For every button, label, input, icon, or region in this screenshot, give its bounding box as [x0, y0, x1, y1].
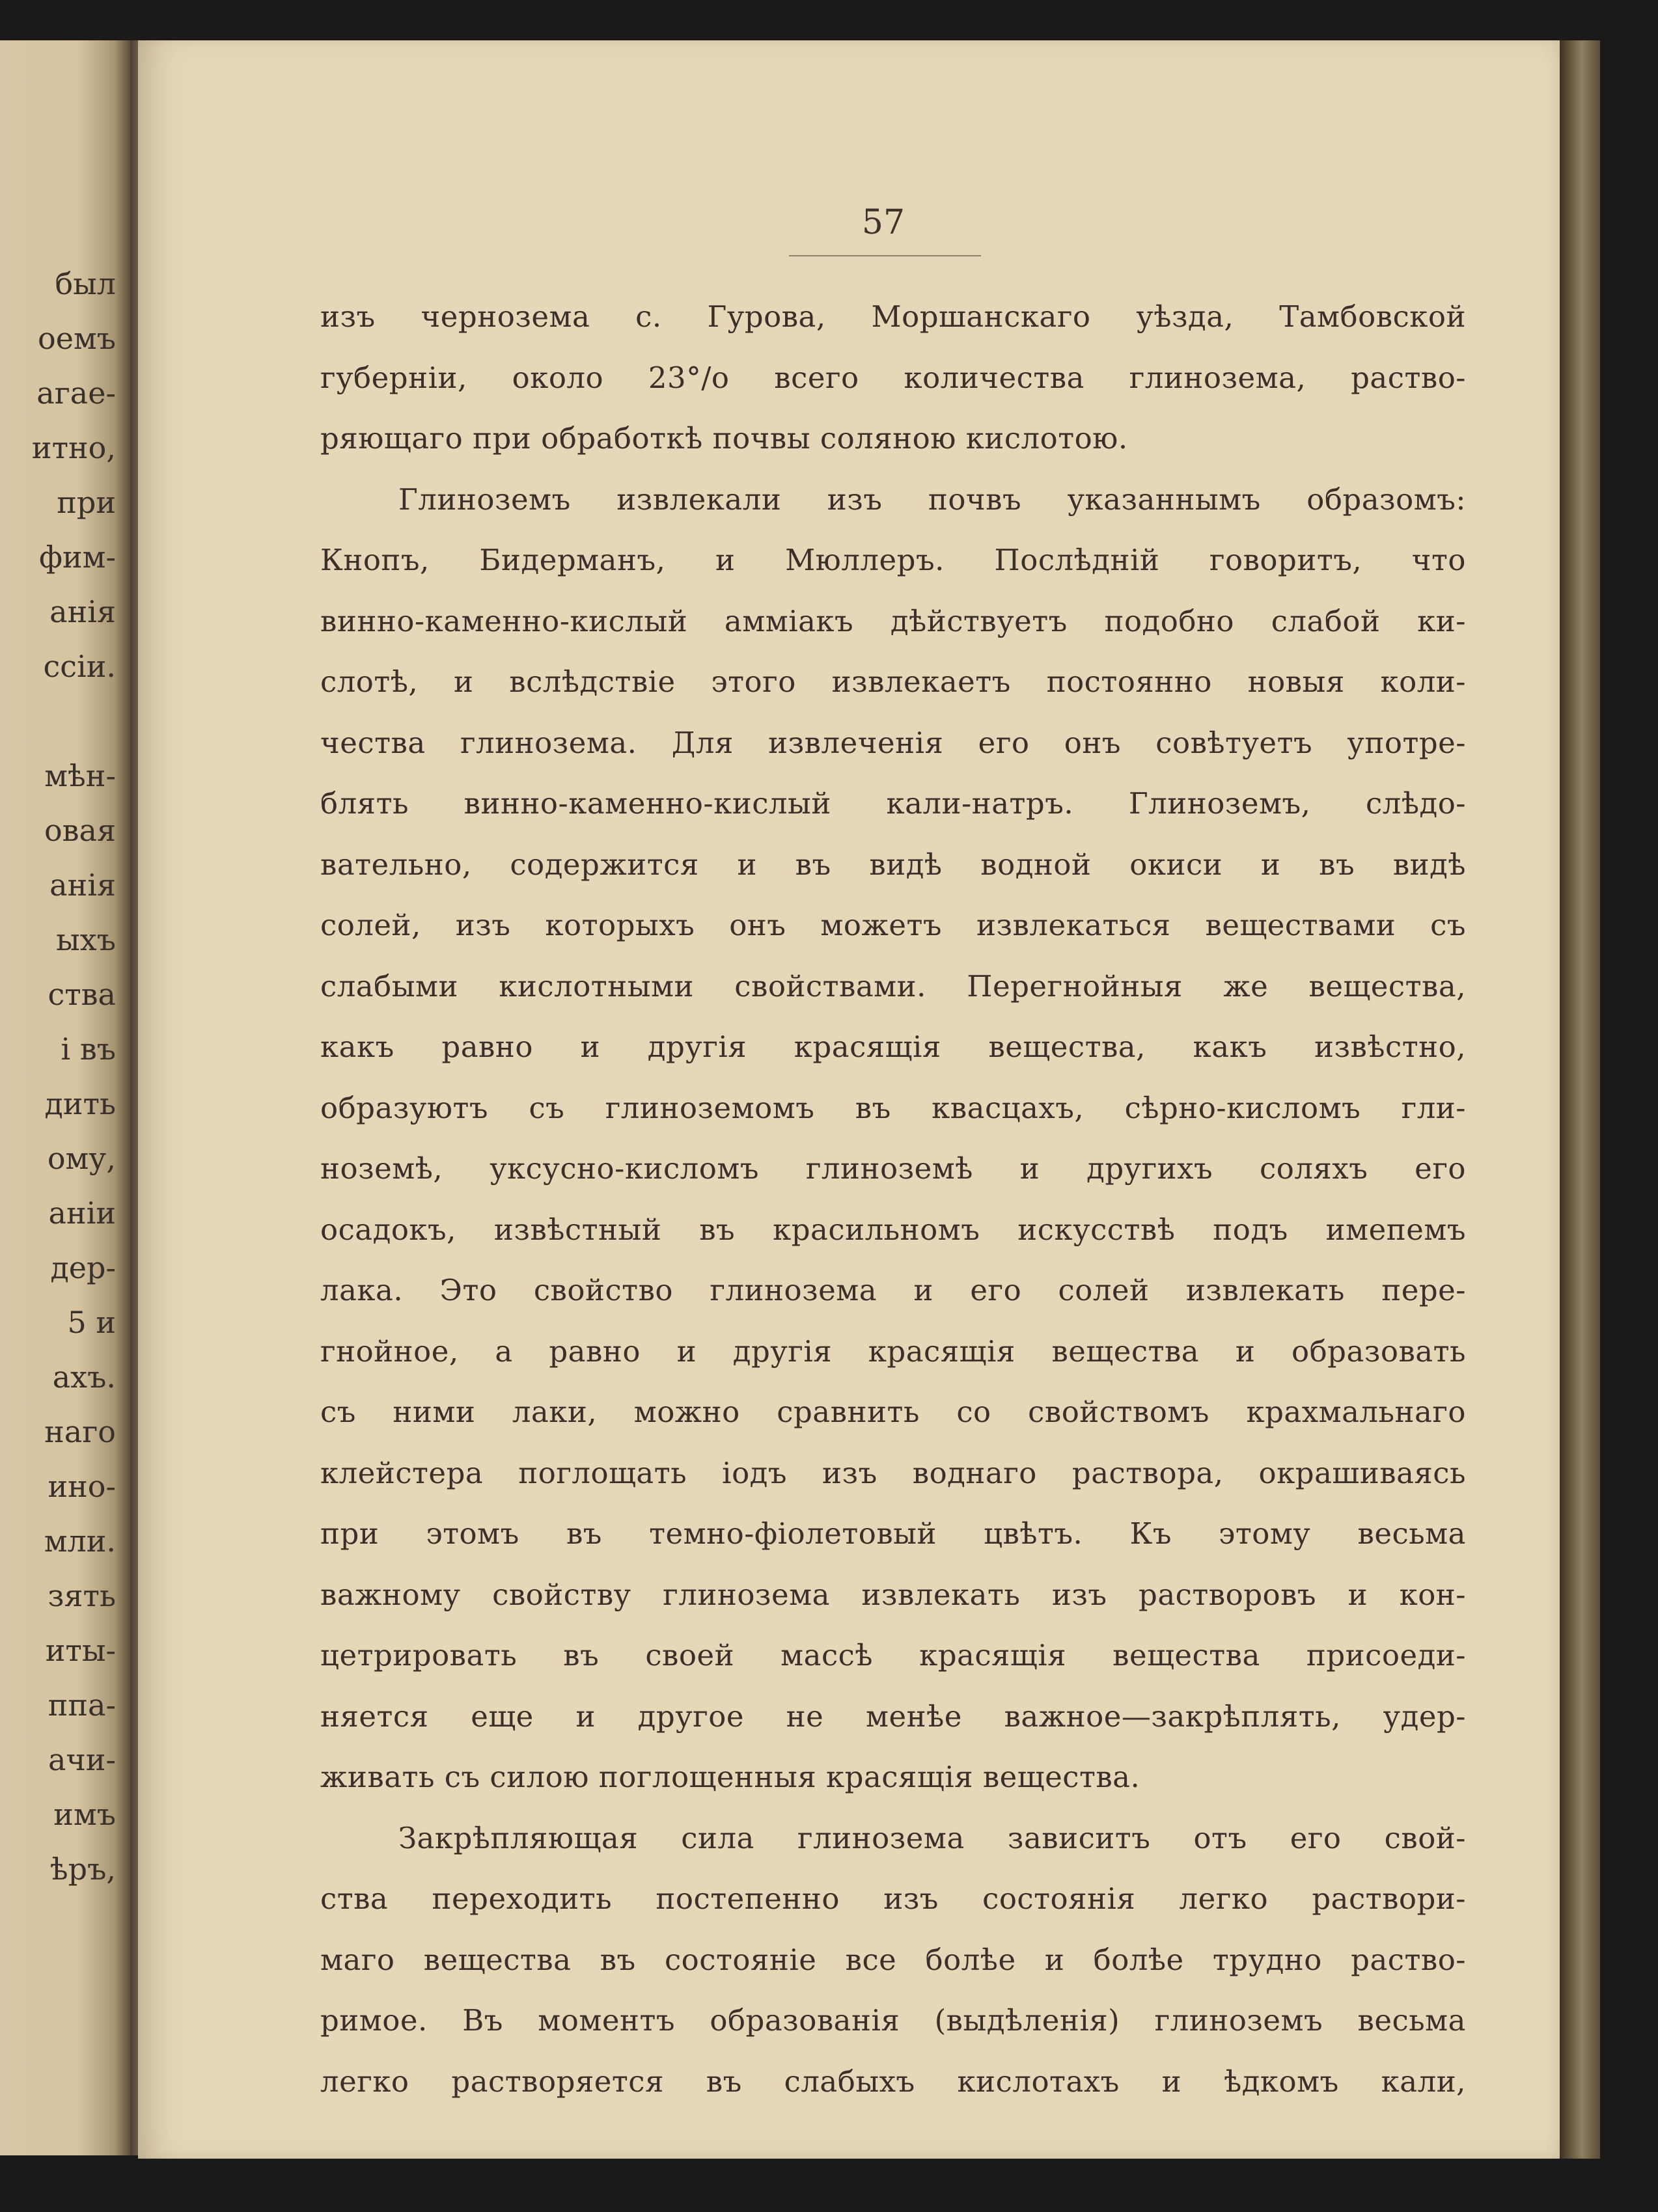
text-line: Закрѣпляющая сила глинозема зависитъ отъ его свой-	[398, 1820, 1466, 1855]
text-line: Глиноземъ извлекали изъ почвъ указаннымъ образомъ:	[398, 482, 1466, 517]
text-line: вательно, содержится и въ видѣ водной окиси и въ видѣ	[320, 847, 1466, 882]
text-line: цетрировать въ своей массѣ красящія вещества присоеди-	[320, 1638, 1466, 1673]
left-page-fragment: был	[55, 266, 116, 301]
left-page-fragment: ссіи.	[43, 649, 116, 684]
left-page-fragment: дер-	[50, 1250, 116, 1285]
left-page-fragment: иты-	[45, 1633, 116, 1668]
left-page-fragment: анія	[49, 594, 116, 629]
left-page-fragment: при	[57, 485, 116, 520]
left-page-fragment: ства	[48, 977, 116, 1012]
text-line: чества глинозема. Для извлеченія его онъ совѣтуетъ употре-	[320, 725, 1466, 760]
left-page-fragment: мли.	[44, 1523, 116, 1559]
text-line: слабыми кислотными свойствами. Перегнойныя же вещества,	[320, 968, 1466, 1004]
text-line: какъ равно и другія красящія вещества, какъ извѣстно,	[320, 1030, 1466, 1064]
left-page-fragment: мѣн-	[44, 758, 116, 793]
text-line: съ ними лаки, можно сравнить со свойствомъ крахмальнаго	[320, 1395, 1466, 1429]
text-line: гнойное, а равно и другія красящія вещества и образовать	[320, 1333, 1466, 1369]
left-page-fragment: ому,	[47, 1141, 116, 1176]
left-page-fragment: ппа-	[48, 1687, 116, 1723]
left-page-fragment: оемъ	[38, 321, 116, 356]
left-page-fragment: ино-	[48, 1469, 116, 1504]
left-page-text-fragments	[0, 256, 116, 1896]
body-text	[320, 286, 1466, 2112]
text-line: при этомъ въ темно-фіолетовый цвѣтъ. Къ этому весьма	[320, 1516, 1466, 1551]
text-line: блять винно-каменно-кислый кали-натръ. Глиноземъ, слѣдо-	[320, 786, 1466, 821]
text-line: ства переходить постепенно изъ состоянія легко раствори-	[320, 1881, 1466, 1916]
left-page-fragment: наго	[44, 1414, 116, 1449]
text-line: слотѣ, и вслѣдствіе этого извлекаетъ постоянно новыя коли-	[320, 664, 1466, 699]
left-page-fragment: фим-	[39, 539, 116, 575]
text-line: лака. Это свойство глинозема и его солей извлекать пере-	[320, 1273, 1466, 1307]
text-line: образуютъ съ глиноземомъ въ квасцахъ, сѣрно-кисломъ гли-	[320, 1090, 1466, 1125]
left-page-fragment: имъ	[53, 1797, 116, 1832]
text-line: солей, изъ которыхъ онъ можетъ извлекаться веществами съ	[320, 908, 1466, 942]
text-line: изъ чернозема с. Гурова, Моршанскаго уѣзда, Тамбовской	[320, 299, 1466, 334]
text-line: няется еще и другое не менѣе важное—закрѣплять, удер-	[320, 1699, 1466, 1734]
left-page-fragment: ачи-	[48, 1742, 116, 1777]
left-page-fragment: итно,	[31, 430, 116, 465]
text-line: легко растворяется въ слабыхъ кислотахъ и ѣдкомъ кали,	[320, 2064, 1466, 2099]
left-page-fragment: агае-	[36, 375, 116, 411]
text-line: важному свойству глинозема извлекать изъ растворовъ и кон-	[320, 1577, 1466, 1612]
header-rule	[789, 255, 981, 256]
text-line: живать съ силою поглощенныя красящія вещества.	[320, 1760, 1140, 1794]
left-page-fragment: анія	[49, 867, 116, 903]
left-page-fragment: аніи	[48, 1195, 116, 1231]
right-page	[138, 40, 1564, 2159]
left-page-fragment: овая	[44, 813, 116, 848]
left-page-edge	[0, 40, 130, 2155]
text-line: осадокъ, извѣстный въ красильномъ искусствѣ подъ имепемъ	[320, 1212, 1466, 1247]
text-line: ряющаго при обработкѣ почвы соляною кислотою.	[320, 421, 1128, 456]
left-page-fragment: зять	[48, 1578, 116, 1613]
text-line: маго вещества въ состояніе все болѣе и болѣе трудно раство-	[320, 1942, 1466, 1977]
left-page-fragment: і въ	[61, 1031, 116, 1067]
text-line: клейстера поглощать іодъ изъ воднаго раствора, окрашиваясь	[320, 1455, 1466, 1490]
text-line: губерніи, около 23°/о всего количества глинозема, раство-	[320, 360, 1466, 395]
left-page-fragment	[0, 694, 116, 748]
left-page-fragment: 5 и	[67, 1305, 116, 1340]
left-page-fragment: ахъ.	[52, 1359, 116, 1395]
text-line: Кнопъ, Бидерманъ, и Мюллеръ. Послѣдній говоритъ, что	[320, 543, 1466, 577]
text-line: римое. Въ моментъ образованія (выдѣленія) глиноземъ весьма	[320, 2003, 1466, 2038]
page-stack-edge	[1560, 40, 1600, 2159]
left-page-fragment: дить	[44, 1086, 116, 1121]
text-line: ноземѣ, уксусно-кисломъ глиноземѣ и другихъ соляхъ его	[320, 1151, 1466, 1186]
page-number: 57	[861, 203, 905, 242]
text-line: винно-каменно-кислый амміакъ дѣйствуетъ подобно слабой ки-	[320, 603, 1466, 638]
left-page-fragment: ѣръ,	[49, 1851, 116, 1887]
left-page-fragment: ыхъ	[56, 922, 116, 957]
